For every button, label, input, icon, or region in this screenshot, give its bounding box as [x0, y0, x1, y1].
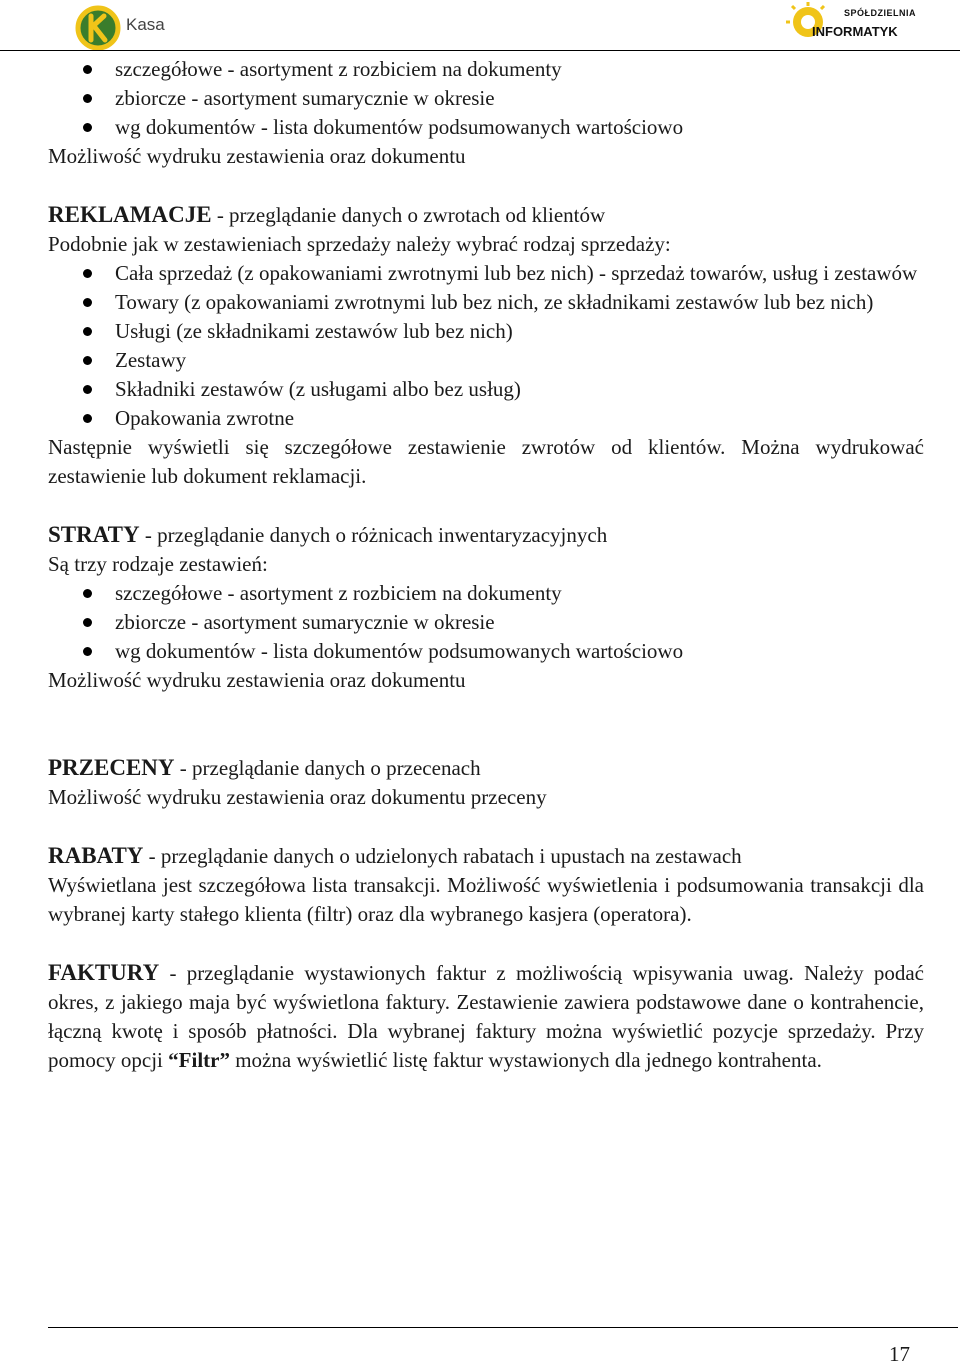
reklamacje-title-rest: - przeglądanie danych o zwrotach od klientów: [211, 203, 606, 227]
straty-heading: [48, 520, 924, 550]
footer-divider: [48, 1327, 958, 1328]
page-number: 17: [889, 1342, 910, 1366]
list-item: Towary (z opakowaniami zwrotnymi lub bez nich, ze składnikami zestawów lub bez nich): [48, 288, 924, 317]
top-list: [48, 55, 924, 142]
reklamacje-title: REKLAMACJE: [48, 202, 212, 227]
przeceny-title: PRZECENY: [48, 755, 175, 780]
list-item: Opakowania zwrotne: [48, 404, 924, 433]
document-body: [48, 55, 924, 1075]
list-item: wg dokumentów - lista dokumentów podsumowanych wartościowo: [48, 113, 924, 142]
rabaty-heading: [48, 841, 924, 871]
informatyk-logo-line1: SPÓŁDZIELNIA: [844, 8, 917, 18]
faktury-text-after: można wyświetlić listę faktur wystawionych dla jednego kontrahenta.: [229, 1048, 822, 1072]
reklamacje-after: Następnie wyświetli się szczegółowe zestawienie zwrotów od klientów. Można wydrukować zestawienie lub dokument reklamacji.: [48, 435, 924, 488]
filtr-option-label: “Filtr”: [168, 1048, 230, 1072]
straty-intro: Są trzy rodzaje zestawień:: [48, 552, 268, 576]
rabaty-title-rest: - przeglądanie danych o udzielonych rabatach i upustach na zestawach: [143, 844, 742, 868]
rabaty-after: Wyświetlana jest szczegółowa lista transakcji. Możliwość wyświetlenia i podsumowania transakcji dla wybranej karty stałego klienta (filtr) oraz dla wybranego kasjera (operatora).: [48, 873, 924, 926]
list-item: Cała sprzedaż (z opakowaniami zwrotnymi lub bez nich) - sprzedaż towarów, usług i zestawów: [48, 259, 924, 288]
kasa-logo-text: Kasa: [126, 15, 165, 34]
list-item: zbiorcze - asortyment sumarycznie w okresie: [48, 608, 924, 637]
list-item: Składniki zestawów (z usługami albo bez usług): [48, 375, 924, 404]
rabaty-title: RABATY: [48, 843, 144, 868]
list-item: szczegółowe - asortyment z rozbiciem na dokumenty: [48, 55, 924, 84]
list-item: szczegółowe - asortyment z rozbiciem na dokumenty: [48, 579, 924, 608]
straty-title: STRATY: [48, 522, 140, 547]
list-item: wg dokumentów - lista dokumentów podsumowanych wartościowo: [48, 637, 924, 666]
faktury-title: FAKTURY: [48, 960, 160, 985]
faktury-text-before: - przeglądanie wystawionych faktur z możliwością wpisywania uwag. Należy podać okres, z jakiego maja być wyświetlona faktury. Zestawienie zawiera podstawowe dane o kontrahencie, łączną kwotę i sposób płatności. Dla wybranej faktury można wyświetlić pozycje sprzedaży. Przy pomocy opcji: [48, 961, 924, 1072]
straty-after: Możliwość wydruku zestawienia oraz dokumentu: [48, 668, 466, 692]
faktury-paragraph: [48, 958, 924, 1075]
reklamacje-list: [48, 259, 924, 433]
straty-list: [48, 579, 924, 666]
reklamacje-heading: [48, 200, 924, 230]
przeceny-title-rest: - przeglądanie danych o przecenach: [174, 756, 481, 780]
page-header: [0, 0, 960, 56]
header-divider: [0, 50, 960, 51]
list-item: Usługi (ze składnikami zestawów lub bez nich): [48, 317, 924, 346]
przeceny-heading: [48, 753, 924, 783]
informatyk-logo-line2: INFORMATYK: [812, 24, 898, 39]
straty-title-rest: - przeglądanie danych o różnicach inwentaryzacyjnych: [139, 523, 608, 547]
list-item: Zestawy: [48, 346, 924, 375]
reklamacje-intro: Podobnie jak w zestawieniach sprzedaży należy wybrać rodzaj sprzedaży:: [48, 232, 671, 256]
top-print-note: Możliwość wydruku zestawienia oraz dokumentu: [48, 144, 466, 168]
przeceny-after: Możliwość wydruku zestawienia oraz dokumentu przeceny: [48, 785, 547, 809]
list-item: zbiorcze - asortyment sumarycznie w okresie: [48, 84, 924, 113]
